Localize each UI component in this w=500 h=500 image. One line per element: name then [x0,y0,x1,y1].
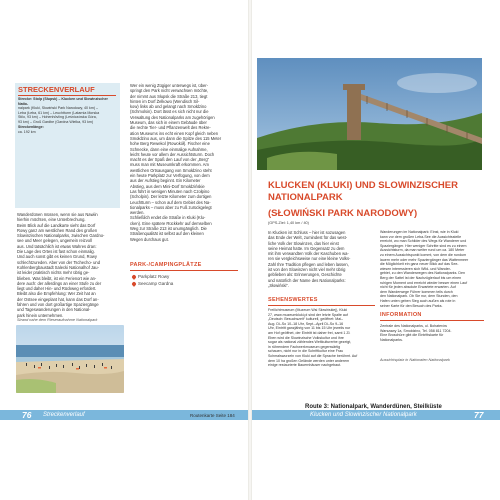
text-line: „Deutsch: Besuchszeit“ kulturell, geöffnet: Mai– [268,317,344,322]
text-line: ist leider praktisch nichts mehr übrig ge- [17,270,90,276]
text-line: in rührendem Fachwerkmuseum gegenwärtig [268,344,341,349]
left-photo-caption: Strand nahe dem Rieseraufnahme Nationalpark [17,318,98,322]
info-title: INFORMATION [380,312,422,318]
text-line: Die Lage des Ortes ist fast schon einmalig. [17,249,95,255]
camping-rule [130,270,238,271]
text-line: macht es der Spaß den Lauf von der „Berg“ [130,157,209,163]
text-line: kann vor dem großen Leba-See die Aussichtsstelle [380,234,462,239]
text-line: Beim Blick auf die Landkarte sieht das Dorf [17,222,96,228]
left-column-1 [17,212,121,318]
text-line: Nationalparks. [380,337,403,342]
box-line: Strecke: Stolp (Słupsk) – Klucken und Slowinzischer Natio- [18,97,108,106]
right-footer-subtitle: Klucken und Slowinzischer Nationalpark [310,412,417,418]
text-line: sogar als national zählendes Weltkulturerbe gezeigt, [268,340,352,345]
text-line: Wer ein wenig Zügiger unterwegs ist, über- [130,83,208,88]
text-line: Berg der Sattel ist der Nachzüglerlauf bis um einen [380,275,462,280]
text-line: Eine Broschüre gibt die Eintrittskarte für [380,333,444,338]
text-line: 27, www.muzeumkluki.pl sind der letzte Spalte auf [268,312,348,317]
box-line: Streckenlänge: [18,125,44,129]
text-line: aus der Aufstieg beginnt. Ein Kilometer [130,178,201,184]
boardwalk-photo [257,58,482,170]
text-line: erreicht, wo man Schilder des Wegs für Wanderer und [380,239,467,244]
right-photo-caption: Aussichtsplatz in Nationalen Nationalpark [380,358,450,362]
camping-title: PARK-/CAMPINGPLÄTZE [130,262,202,268]
text-line: dem 10 ha großen Gelände werden unter anderem [268,358,350,363]
text-line: geblieben als: Erinnerungen, Geschichte [268,272,342,278]
text-line: Slowinzischen Nationalparks, zwischen Gardno- [17,233,105,239]
text-line: hierhin möchten, eine Unterbrechung. [17,217,86,223]
right-column-2 [380,230,484,308]
text-line: und Tageswanderungen in den National- [17,307,91,313]
text-line: liegt und daher Hin- und Rückweg erfordert. [17,286,97,292]
map-pin-icon [131,281,137,287]
gps-reference: (GPS-Ziel: 1,40 km / 40) [268,221,309,225]
text-line: ren sie vergleichsweise nur eine kleine Volks- [268,256,351,262]
text-line: ein heute Parkplatz zur Verfügung, von dem [130,173,210,179]
right-column-1 [268,230,375,288]
left-column-2 [130,83,239,242]
text-line: Smołdzino aus, um dann die Spitze des 115 Meter [130,135,222,141]
text-line: Warszawy 1a, Smołdzino, Tel. 058 811 7204. [380,328,452,333]
info-text [380,324,484,342]
text-line: Wegen durchaus gut. [130,236,169,242]
text-line: Freilichtmuseum (Muzeum Wsi Słowińskiej), Kluki [268,308,348,312]
text-line: Zahl Ihre Tradition pflegen und leben lassen, [268,261,349,267]
sights-text [268,308,375,368]
text-line: dem Wanderwege Führer kommen teils durch [380,289,453,294]
right-section-title: KLUCKEN (KLUKI) UND SLOWINZISCHER NATIONALPARK [268,180,458,203]
camping-item-2 [132,281,173,286]
text-line: blieben. Was bleibt, ist ein Ferienort wie an- [17,275,97,281]
text-line: und natürlich der Name des Nationalparks: [268,277,346,283]
text-line: dere auch: der allerdings an einer Stufe zu der [17,280,102,286]
text-line: Straßenqualität ist selbst auf den kleinen [130,231,204,237]
text-line: (Schmolsin). Dort lässt es sich nicht nur die [130,109,209,115]
text-line: Uhr, Eintritt ganzjährig von 11 bis 15 Uhr jeweils nur [268,326,351,331]
left-footer-label: Streckenverlauf [43,412,85,418]
right-footer-title: Route 3: Nationalpark, Wanderdünen, Steilküste [305,404,442,410]
text-line: aus. Und tatsächlich ist etwas Wahres dran: [17,243,97,249]
text-line: die Möglichkeit ein ganz neuer Blick auf das See- [380,262,459,267]
text-line: seiner Karte für den Besuch des Parks. [380,303,443,308]
text-line: springt den Park nicht verwachsen möchte, [130,88,209,94]
box-title-rule [18,95,116,96]
right-page-number: 77 [474,410,484,420]
route-box-text [18,97,118,134]
sights-title: SEHENSWERTES [268,297,318,303]
text-line: Wanderungen im Nationalpark: Einst, wie in Kluki [380,230,459,234]
text-line: „Słowiński“. [268,282,289,288]
left-page-number: 76 [22,410,32,420]
text-line: Aussichtsturm, da man weiter rund um ca. 180 Meter [380,248,465,253]
text-line: Hafen unten geben Sieg auch außen als rote in [380,298,456,303]
text-line: Las führt in wenigen Minuten nach Czołpino [130,188,210,194]
text-line: Verwaltung des Nationalparks am zugehörigen [130,114,215,120]
text-line: tionalparks – muss aber zu Fuß zurückgelegt [130,204,212,210]
text-line: hinten im Dorf Żelkowo (Wendisch Sil- [130,98,200,104]
text-line: Und auch sonst gibt es keinen Grund, Rowy [17,254,97,260]
text-line: lauern mehr oder mehr Spaziergänger das Wattenmeer [380,257,469,262]
text-line: die rechte Tier- und Pflanzenwelt des Rekre- [130,125,211,131]
sights-rule [268,305,375,306]
camping-item-1 [132,274,169,279]
beach-photo [16,325,124,393]
text-line: Schmalswurzeln von Kluki auf die Sprache berühmt. Auf [268,353,358,358]
box-line: Stilo, 93 km) – Hohenhövling (Leśniczówka Góra, [18,115,97,119]
text-line: Leuchtturm – schon auf dem Gebiet des Na- [130,199,211,205]
box-line: nalpark (Kluki, Słowiński Park Narodowy, 40 km) – [18,106,99,110]
text-line: das Ende der Welt, zumindest für das west- [268,235,348,241]
text-line: der Ostsee eingeplant hat, kann das Dorf an- [17,296,99,302]
text-line: muss man mit Museumkraft erkommen. Am [130,162,209,168]
info-rule [380,320,484,321]
text-line: Aug. Di–So 10–18 Uhr, Sept.–April Di–So 9–16 [268,321,344,326]
box-line: ca. 192 km [18,129,36,134]
text-line: (Scholpin). Der letzte Kilometer zum dortigen [130,194,212,200]
text-line: liche Volk der Slowinzen, das hier einst [268,240,339,246]
text-line: park hinein unternehmen. [17,312,64,318]
page-gutter [248,0,252,500]
text-line: leicht heute vor allem der Aussichtsturm. Doch [130,151,215,157]
text-line: see und Meer gelegen, ungemein reizvoll [17,238,92,244]
text-line: nicht für jeden absolute Erwartete erwarten. Auf [380,285,456,290]
map-pin-icon [131,274,137,280]
box-line: Leba (Łeba, 61 km) – Leuchtturm (Latarnia Morska [18,110,100,115]
text-line: Schließlich endet die Straße in Kluki (Klu- [130,215,206,221]
text-line: Museum, das sich in einem Gebäude über [130,120,207,126]
text-line: westlichen Ortsausgang von Smołdzino steht [130,167,212,173]
text-line: seine Heimat hatte. Im Gegensatz zu dem [268,245,345,251]
text-line: ist von den Slowinzen nicht viel mehr übrig [268,267,346,273]
text-line: am Hof geöffnet, der Eintritt ist daher frei, samt 1 Zł. [268,330,351,335]
text-line: Bleibt also die Empfehlung: Wer Zeit hat an [17,291,96,297]
text-line: In Klucken ist Schluss – hier ist sozusagen [268,230,346,235]
camping-label: Seecamp Gardna [138,281,174,286]
text-line: kow) links ab und gelangt nach Smołdzino [130,104,207,110]
text-line: fahren und von dort großartige Spaziergänge [17,302,99,308]
text-line: schlechtzureden. Aber von der Tschecho- und [17,259,100,265]
text-line: mit ihm verwandten Volk der Kaschuben wa- [268,251,349,257]
text-line: Weg zur Straße 213 ist unumgänglich. Die [130,226,207,232]
text-line: Schnecke, dann eine einmalige Aufnahme, [130,146,208,152]
text-line: Eben wird die Slowinzische Volkskultur und ihre [268,335,344,340]
text-line: werden. [130,210,145,216]
text-line: schauen, nicht nur in die Schriftkultur eine Frau [268,349,344,354]
text-line: Kohlenbergbaustadt Salecki Nationalhof Jau- [17,264,99,270]
text-line: der nimmt aus Słupsk die Straße 213, tiegt [130,93,208,99]
box-line: 93 km) – Groß Gardbe (Gardna Wielka, 93 km) [18,119,94,124]
text-line: einige restaurierte Bauernhäuser nachgebaut. [268,363,342,368]
text-line: cken). Eine spätere Rückkehr auf demselben [130,220,212,226]
text-line: ation Museums ins echt einen Kopf gleich neben [130,130,219,136]
text-line: wiesen interessieren sich Wild- und Wander- [380,266,451,271]
text-line: Abstieg, aus dem Mini-Dorf Smołdzińskie [130,183,205,189]
text-line: zu einem Aussichtspunkt kommt, von dem die rundum [380,252,467,257]
right-section-subtitle: (SŁOWIŃSKI PARK NARODOWY) [268,208,418,219]
text-line: Wanderdünen müssen, wenn sie aus Nawiin [17,212,98,217]
text-line: Spaziergänger. Hier weniger Schritte sind es zu einem [380,243,467,248]
text-line: Rowy ganz am westlichen Rand des großen [17,227,98,233]
route-box-title: STRECKENVERLAUF [18,85,95,94]
text-line: gebiet, zu den Wanderwegen des Nationalparks. Den [380,271,465,276]
text-line: Zentrale des Nationalparks, ul. Bohaterów [380,324,447,328]
text-line: den Nationalpark. Ob Sie nur, dem Stunden, den [380,294,458,299]
route-map-ref: Routenkarte Seite 184 [190,413,235,418]
text-line: hohe Berg Rewekol (Rowokół). Fischer eine [130,141,210,147]
text-line: ruhigen Moment und erreicht wieder besser einen Lauf [380,280,468,285]
camping-label: Parkplatz Rowy [138,274,170,279]
